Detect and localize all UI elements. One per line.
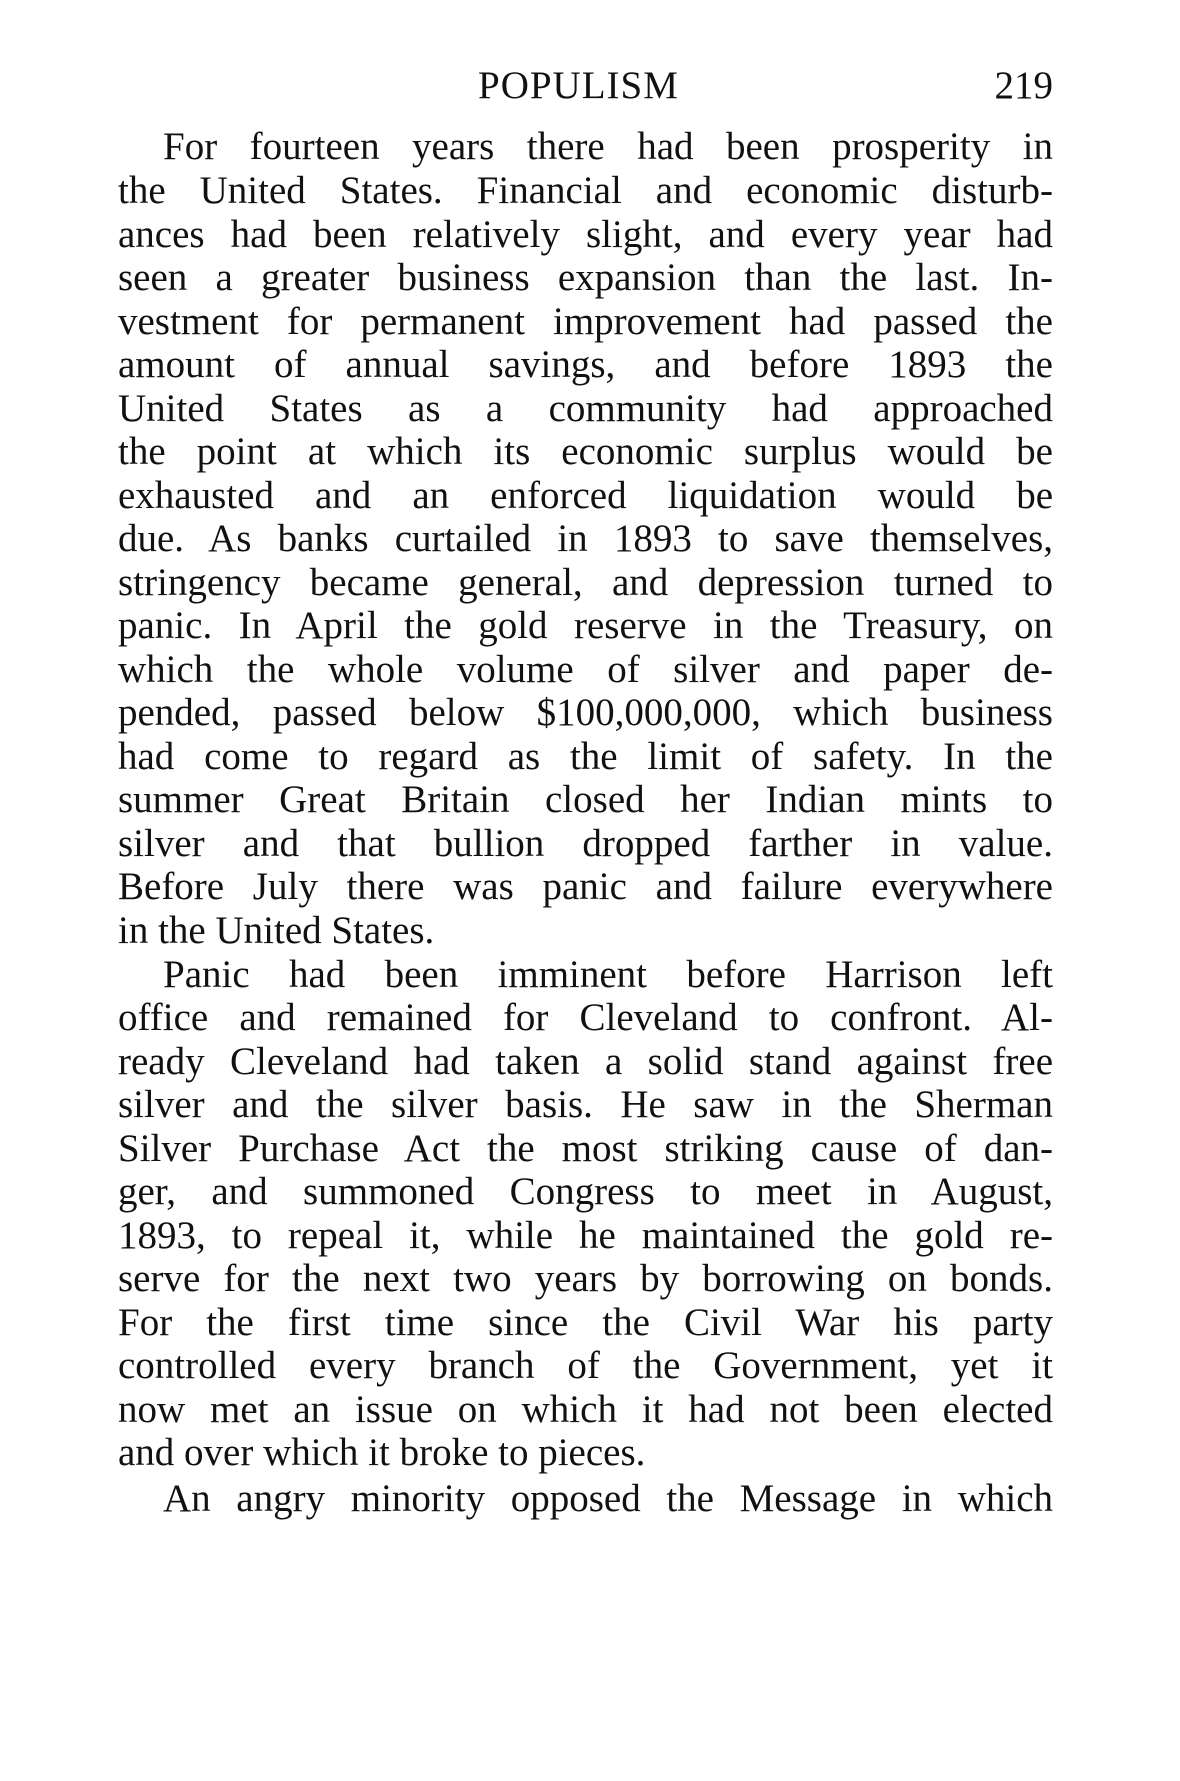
text-line: due. As banks curtailed in 1893 to save themselves, (118, 517, 1053, 560)
text-line: exhausted and an enforced liquidation would be (118, 474, 1053, 517)
text-line: vestment for permanent improvement had passed the (118, 300, 1053, 343)
text-line: An angry minority opposed the Message in which (163, 1477, 1053, 1520)
text-line: 1893, to repeal it, while he maintained the gold re- (118, 1214, 1053, 1257)
text-line: Silver Purchase Act the most striking cause of dan- (118, 1127, 1053, 1170)
running-head (118, 56, 1053, 116)
text-line: pended, passed below $100,000,000, which business (118, 691, 1053, 734)
text-line: and over which it broke to pieces. (118, 1431, 646, 1474)
text-line: stringency became general, and depression turned to (118, 561, 1053, 604)
text-line: serve for the next two years by borrowing on bonds. (118, 1257, 1053, 1300)
text-line: seen a greater business expansion than the last. In- (118, 256, 1053, 299)
text-line: ready Cleveland had taken a solid stand against free (118, 1040, 1053, 1083)
text-line: panic. In April the gold reserve in the Treasury, on (118, 604, 1053, 647)
text-line: ances had been relatively slight, and every year had (118, 213, 1053, 256)
text-line: silver and that bullion dropped farther in value. (118, 822, 1053, 865)
text-line: the point at which its economic surplus would be (118, 430, 1053, 473)
text-line: the United States. Financial and economic disturb- (118, 169, 1053, 212)
running-title: POPULISM (478, 64, 679, 107)
text-line: which the whole volume of silver and paper de- (118, 648, 1053, 691)
text-line: ger, and summoned Congress to meet in August, (118, 1170, 1053, 1213)
text-line: silver and the silver basis. He saw in the Sherman (118, 1083, 1053, 1126)
text-line: Before July there was panic and failure everywhere (118, 865, 1053, 908)
text-line: in the United States. (118, 909, 435, 952)
page-number: 219 (994, 64, 1053, 107)
text-line: For the first time since the Civil War his party (118, 1301, 1053, 1344)
text-line: Panic had been imminent before Harrison left (163, 953, 1053, 996)
text-line: amount of annual savings, and before 1893 the (118, 343, 1053, 386)
text-line: controlled every branch of the Government, yet it (118, 1344, 1053, 1387)
text-line: summer Great Britain closed her Indian mints to (118, 778, 1053, 821)
text-line: United States as a community had approached (118, 387, 1053, 430)
text-line: now met an issue on which it had not been elected (118, 1388, 1053, 1431)
text-line: For fourteen years there had been prosperity in (163, 125, 1053, 168)
text-line: office and remained for Cleveland to confront. Al- (118, 996, 1053, 1039)
text-line: had come to regard as the limit of safety. In the (118, 735, 1053, 778)
